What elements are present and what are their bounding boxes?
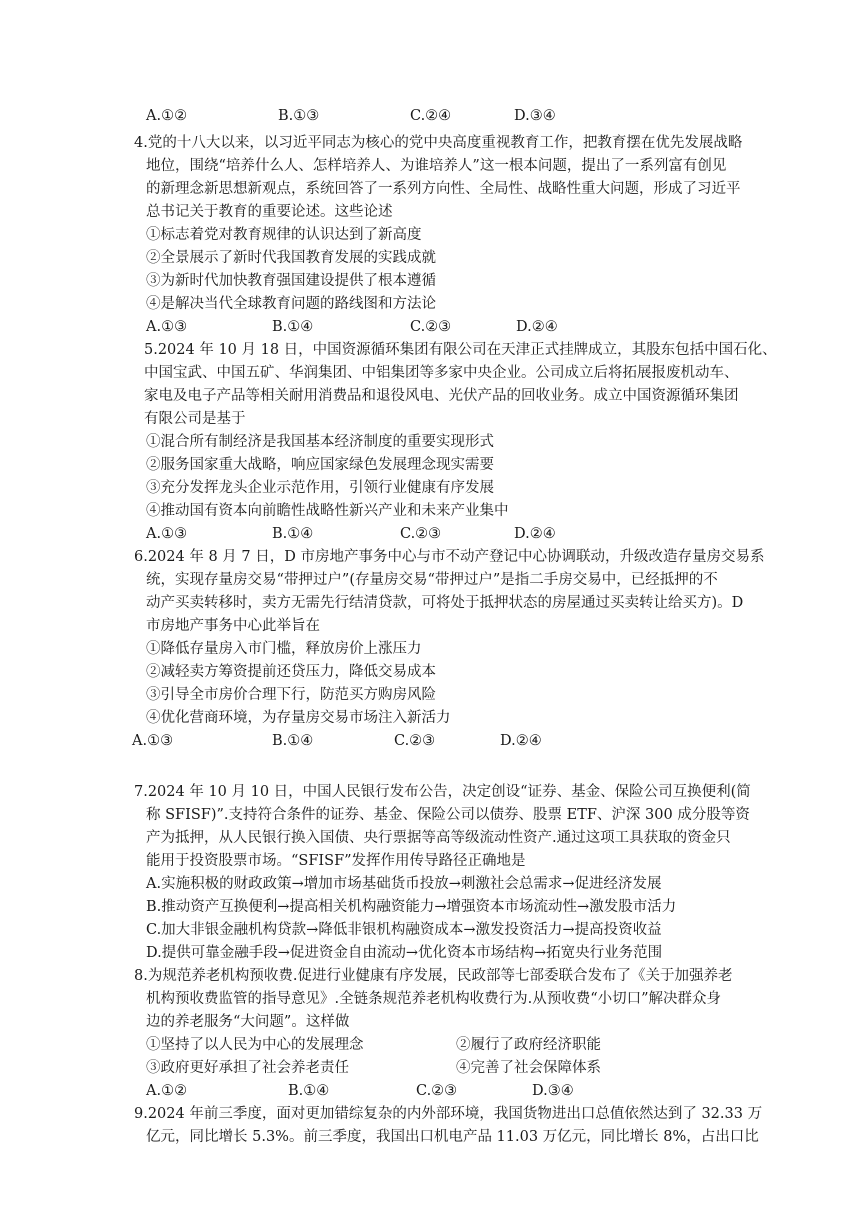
q6-item: ②减轻卖方筹资提前还贷压力，降低交易成本 — [146, 664, 436, 680]
q6-stem-line: 统，实现存量房交易“带押过户”(存量房交易“带押过户”是指二手房交易中，已经抵押的不 — [146, 572, 718, 588]
q5-stem-line: 有限公司是基于 — [144, 411, 246, 427]
q4-choice-b: B.①④ — [272, 319, 314, 335]
q5-stem-line: 家电及电子产品等相关耐用消费品和退役风电、光伏产品的回收业务。成立中国资源循环集团 — [144, 388, 739, 404]
q4-choice-a: A.①③ — [146, 319, 188, 335]
q3-choice-d: D.③④ — [514, 108, 556, 124]
q5-item: ③充分发挥龙头企业示范作用，引领行业健康有序发展 — [146, 480, 494, 496]
q6-choice-c: C.②③ — [394, 733, 436, 749]
q8-item: ④完善了社会保障体系 — [456, 1060, 601, 1076]
q8-choice-d: D.③④ — [532, 1083, 574, 1099]
q8-stem-line: 8.为规范养老机构预收费.促进行业健康有序发展，民政部等七部委联合发布了《关于加强养老 — [134, 968, 733, 984]
q4-stem-line: 4.党的十八大以来，以习近平同志为核心的党中央高度重视教育工作，把教育摆在优先发展战略 — [134, 135, 743, 151]
q7-choice-c: C.加大非银金融机构贷款→降低非银机构融资成本→激发投资活力→提高投资收益 — [146, 922, 662, 938]
q5-item: ①混合所有制经济是我国基本经济制度的重要实现形式 — [146, 434, 494, 450]
q7-choice-d: D.提供可靠金融手段→促进资金自由流动→优化资本市场结构→拓宽央行业务范围 — [146, 945, 663, 961]
q9-stem-line: 亿元，同比增长 5.3%。前三季度，我国出口机电产品 11.03 万亿元，同比增长 8%，占出口比 — [146, 1129, 759, 1145]
q8-stem-line: 边的养老服务“大问题”。这样做 — [146, 1014, 350, 1030]
q8-choice-c: C.②③ — [416, 1083, 458, 1099]
q8-item: ②履行了政府经济职能 — [456, 1037, 601, 1053]
q7-choice-a: A.实施积极的财政政策→增加市场基础货币投放→刺激社会总需求→促进经济发展 — [146, 876, 662, 892]
q4-item: ④是解决当代全球教育问题的路线图和方法论 — [146, 296, 436, 312]
q5-item: ②服务国家重大战略，响应国家绿色发展理念现实需要 — [146, 457, 494, 473]
q7-stem-line: 产为抵押，从人民银行换入国债、央行票据等高等级流动性资产.通过这项工具获取的资金只 — [146, 830, 731, 846]
q5-choice-a: A.①③ — [146, 526, 188, 542]
q6-stem-line: 6.2024 年 8 月 7 日，D 市房地产事务中心与市不动产登记中心协调联动，升级改造存量房交易系 — [134, 549, 765, 565]
q8-stem-line: 机构预收费监管的指导意见》.全链条规范养老机构收费行为.从预收费“小切口”解决群众身 — [146, 991, 722, 1007]
q6-item: ①降低存量房入市门槛，释放房价上涨压力 — [146, 641, 422, 657]
q4-item: ③为新时代加快教育强国建设提供了根本遵循 — [146, 273, 436, 289]
q5-choice-b: B.①④ — [272, 526, 314, 542]
q8-choice-a: A.①② — [146, 1083, 188, 1099]
q6-item: ③引导全市房价合理下行，防范买方购房风险 — [146, 687, 436, 703]
q4-stem-line: 总书记关于教育的重要论述。这些论述 — [146, 204, 393, 220]
q7-choice-b: B.推动资产互换便利→提高相关机构融资能力→增强资本市场流动性→激发股市活力 — [146, 899, 677, 915]
q8-item: ①坚持了以人民为中心的发展理念 — [146, 1037, 364, 1053]
q8-item: ③政府更好承担了社会养老责任 — [146, 1060, 349, 1076]
q4-stem-line: 地位，围绕“培养什么人、怎样培养人、为谁培养人”这一根本问题，提出了一系列富有创见 — [146, 158, 727, 174]
q6-item: ④优化营商环境，为存量房交易市场注入新活力 — [146, 710, 451, 726]
q3-choice-c: C.②④ — [410, 108, 452, 124]
q6-choice-b: B.①④ — [272, 733, 314, 749]
q5-stem-line: 中国宝武、中国五矿、华润集团、中铝集团等多家中央企业。公司成立后将拓展报废机动车、 — [144, 365, 739, 381]
q3-choice-b: B.①③ — [278, 108, 320, 124]
q9-stem-line: 9.2024 年前三季度，面对更加错综复杂的内外部环境，我国货物进出口总值依然达到了 32.33 万 — [134, 1106, 763, 1122]
q6-stem-line: 动产买卖转移时，卖方无需先行结清贷款，可将处于抵押状态的房屋通过买卖转让给买方)。D — [146, 595, 744, 611]
q4-stem-line: 的新理念新思想新观点，系统回答了一系列方向性、全局性、战略性重大问题，形成了习近平 — [146, 181, 741, 197]
q5-choice-c: C.②③ — [400, 526, 442, 542]
q6-choice-d: D.②④ — [500, 733, 542, 749]
q4-choice-d: D.②④ — [516, 319, 558, 335]
q4-item: ②全景展示了新时代我国教育发展的实践成就 — [146, 250, 436, 266]
q4-choice-c: C.②③ — [410, 319, 452, 335]
q8-choice-b: B.①④ — [288, 1083, 330, 1099]
q6-stem-line: 市房地产事务中心此举旨在 — [146, 618, 320, 634]
q5-item: ④推动国有资本向前瞻性战略性新兴产业和未来产业集中 — [146, 503, 509, 519]
q5-stem-line: 5.2024 年 10 月 18 日，中国资源循环集团有限公司在天津正式挂牌成立，其股东包括中国石化、 — [144, 342, 777, 358]
q5-choice-d: D.②④ — [514, 526, 556, 542]
q4-item: ①标志着党对教育规律的认识达到了新高度 — [146, 227, 422, 243]
q3-choice-a: A.①② — [146, 108, 188, 124]
q6-choice-a: A.①③ — [132, 733, 174, 749]
q7-stem-line: 7.2024 年 10 月 10 日，中国人民银行发布公告，决定创设“证券、基金、保险公司互换便利(简 — [134, 784, 751, 800]
q7-stem-line: 能用于投资股票市场。“SFISF”发挥作用传导路径正确地是 — [146, 853, 526, 869]
q7-stem-line: 称 SFISF)”.支持符合条件的证券、基金、保险公司以债券、股票 ETF、沪深 300 成分股等资 — [146, 807, 750, 823]
